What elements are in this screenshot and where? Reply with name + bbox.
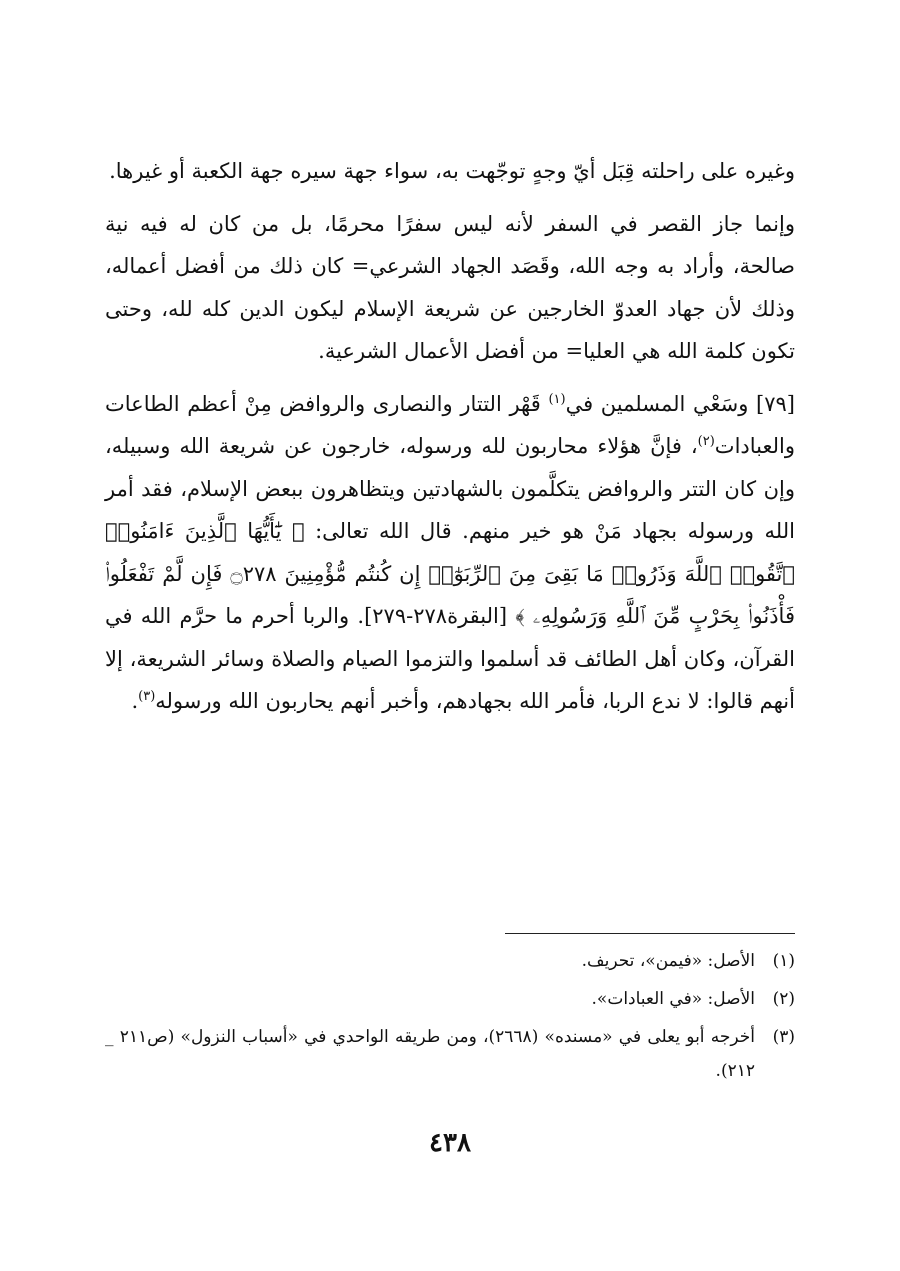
footnotes	[105, 944, 795, 1092]
footnote-ref-1[interactable]: (١)	[548, 391, 566, 407]
footnote-number: (٣)	[772, 1027, 795, 1047]
footnote-number: (١)	[772, 951, 795, 971]
paragraph-3-lead: [٧٩] وسَعْي المسلمين في	[565, 391, 795, 416]
paragraph-1: وغيره على راحلته قِبَل أيّ وجهٍ توجّهت به، سواء جهة سيره جهة الكعبة أو غيرها.	[109, 159, 795, 183]
paragraph-3	[105, 383, 795, 723]
main-text	[105, 150, 795, 723]
footnote-text: أخرجه أبو يعلى في «مسنده» (٢٦٦٨)، ومن طريقه الواحدي في «أسباب النزول» (ص٢١١ _ ٢١٢).	[105, 1027, 755, 1081]
footnote-ref-2[interactable]: (٢)	[697, 434, 715, 449]
footnote-2	[105, 982, 795, 1016]
paragraph-3-part2: ، فإنَّ هؤلاء محاربون لله ورسوله، خارجون عن شريعة الله وسبيله، وإن كان التتر والروافض يتكلَّمون بالشهادتين ويتظاهرون ببعض الإسلام، فقد أمر الله ورسوله بجهاد مَنْ هو خير منهم. قال الله تعالى:	[105, 434, 795, 543]
footnote-divider	[505, 933, 795, 934]
paragraph-3-part1: قَهْر التتار والنصارى والروافض مِنْ أعظم الطاعات والعبادات	[105, 391, 795, 458]
footnote-ref-3[interactable]: (٣)	[138, 689, 156, 704]
paragraph-3-part3: [البقرة٢٧٨-٢٧٩]. والربا أحرم ما حرَّم الله في القرآن، وكان أهل الطائف قد أسلموا والتزموا الصيام والصلاة وسائر الشريعة، إلا أنهم قالوا: لا ندع الربا، فأمر الله بجهادهم، وأخبر أنهم يحاربون الله ورسوله	[105, 604, 795, 713]
quran-verse: ﴿ يَٰٓأَيُّهَا ٱلَّذِينَ ءَامَنُوا۟ ٱتَّقُوا۟ ٱللَّهَ وَذَرُوا۟ مَا بَقِىَ مِنَ ٱلرِّبَوٰٓا۟ إِن كُنتُم مُّؤْمِنِينَ ۝٢٧٨ فَإِن لَّمْ تَفْعَلُوا۟ فَأْذَنُوا۟ بِحَرْبٍ مِّنَ ٱللَّهِ وَرَسُولِهِۦ ﴾	[105, 519, 795, 628]
footnote-number: (٢)	[772, 989, 795, 1009]
footnote-3	[105, 1020, 795, 1088]
footnote-text: الأصل: «فيمن»، تحريف.	[581, 951, 755, 971]
footnote-1	[105, 944, 795, 978]
paragraph-3-end: .	[131, 689, 139, 713]
footnote-text: الأصل: «في العبادات».	[591, 989, 755, 1009]
page-number: ٤٣٨	[429, 1128, 471, 1158]
paragraph-2: وإنما جاز القصر في السفر لأنه ليس سفرًا محرمًا، بل من كان له فيه نية صالحة، وأراد به وجه الله، وقَصَد الجهاد الشرعي= كان ذلك من أفضل أعماله، وذلك لأن جهاد العدوّ الخارجين عن شريعة الإسلام ليكون الدين كله لله، وحتى تكون كلمة الله هي العليا= من أفضل الأعمال الشرعية.	[105, 211, 795, 363]
